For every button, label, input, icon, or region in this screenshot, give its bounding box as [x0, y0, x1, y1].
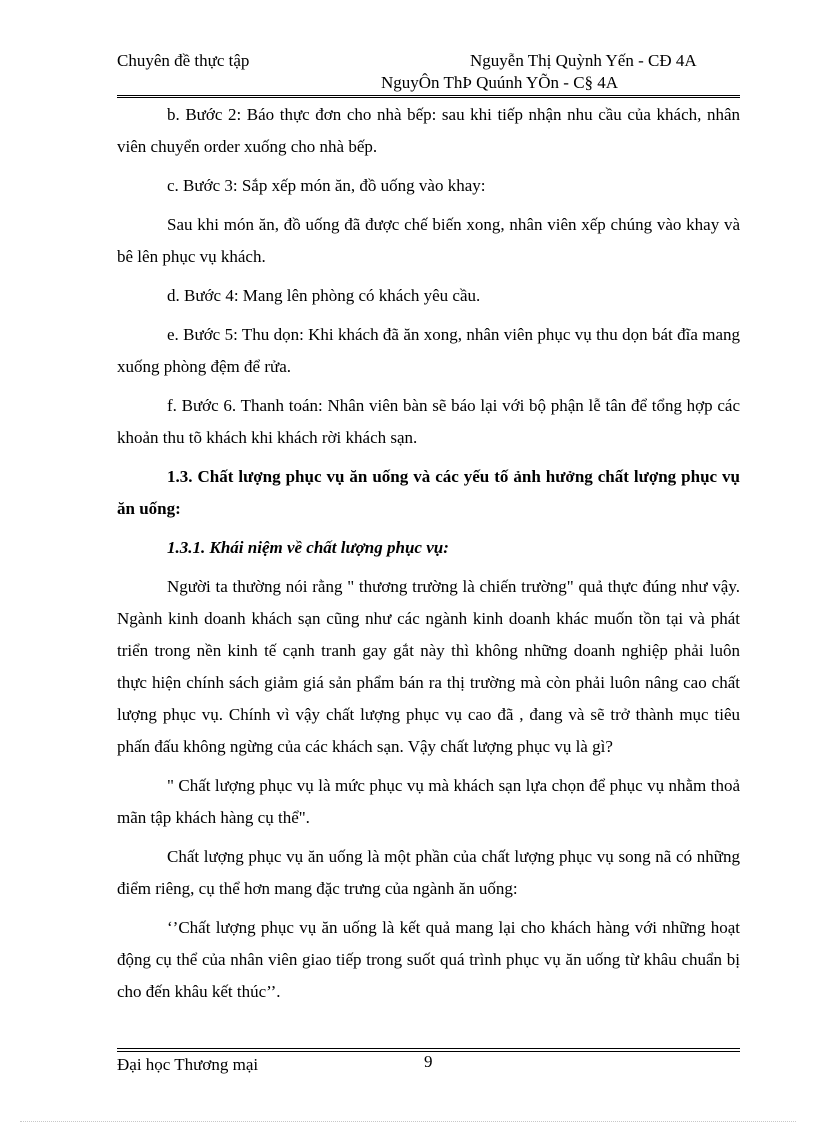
paragraph-food-service-definition: ‘’Chất lượng phục vụ ăn uống là kết quả mang lại cho khách hàng với những hoạt động cụ thể của nhân viên giao tiếp trong suốt quá trình phục vụ ăn uống từ khâu chuẩn bị cho đến khâu kết thúc’’. [117, 918, 740, 1001]
section-heading: 1.3. Chất lượng phục vụ ăn uống và các yếu tố ảnh hưởng chất lượng phục vụ ăn uống: [117, 467, 740, 518]
paragraph-step-3: c. Bước 3: Sắp xếp món ăn, đồ uống vào khay: [167, 176, 486, 195]
paragraph-step-6: f. Bước 6. Thanh toán: Nhân viên bàn sẽ báo lại với bộ phận lễ tân để tổng hợp các khoản thu tõ khách khi khách rời khách sạn. [117, 396, 740, 447]
footer-rule-top [117, 1048, 740, 1049]
footer-university: Đại học Thương mại [117, 1055, 259, 1074]
header-author-garbled: NguyÔn ThÞ Quúnh YÕn - C§ 4A [381, 73, 619, 92]
header-rule-top [117, 95, 740, 96]
paragraph-intro: Người ta thường nói rằng " thương trường là chiến trường" quả thực đúng như vậy. Ngành kinh doanh khách sạn cũng như các ngành kinh doanh khác muốn tồn tại và phát triển trong nền kinh tế cạnh tranh gay gắt này thì không những doanh nghiệp phải luôn thực hiện chính sách giảm giá sản phẩm bán ra thị trường mà còn phải luôn nâng cao chất lượng phục vụ. Chính vì vậy chất lượng phục vụ cao đã , đang và sẽ trở thành mục tiêu phấn đấu không ngừng của các khách sạn. Vậy chất lượng phục vụ là gì? [117, 577, 740, 756]
paragraph-step-4: d. Bước 4: Mang lên phòng có khách yêu cầu. [167, 286, 481, 305]
paragraph-step-2: b. Bước 2: Báo thực đơn cho nhà bếp: sau khi tiếp nhận nhu cầu của khách, nhân viên chuyển order xuống cho nhà bếp. [117, 105, 740, 156]
page-number: 9 [424, 1052, 433, 1071]
subsection-heading: 1.3.1. Khái niệm về chất lượng phục vụ: [167, 538, 449, 557]
paragraph-definition-quote: " Chất lượng phục vụ là mức phục vụ mà khách sạn lựa chọn để phục vụ nhằm thoả mãn tập khách hàng cụ thể". [117, 776, 740, 827]
paragraph-step-5: e. Bước 5: Thu dọn: Khi khách đã ăn xong, nhân viên phục vụ thu dọn bát đĩa mang xuống phòng đệm để rửa. [117, 325, 740, 376]
header-title: Chuyên đề thực tập [117, 51, 250, 70]
header-author: Nguyễn Thị Quỳnh Yến - CĐ 4A [470, 51, 697, 70]
paragraph-step-3-detail: Sau khi món ăn, đồ uống đã được chế biến xong, nhân viên xếp chúng vào khay và bê lên phục vụ khách. [117, 215, 740, 266]
header-rule-bottom [117, 97, 740, 98]
paragraph-food-service-quality: Chất lượng phục vụ ăn uống là một phần của chất lượng phục vụ song nã có những điểm riêng, cụ thể hơn mang đặc trưng của ngành ăn uống: [117, 847, 740, 898]
page-edge-divider [20, 1121, 796, 1122]
document-body [117, 99, 740, 1008]
